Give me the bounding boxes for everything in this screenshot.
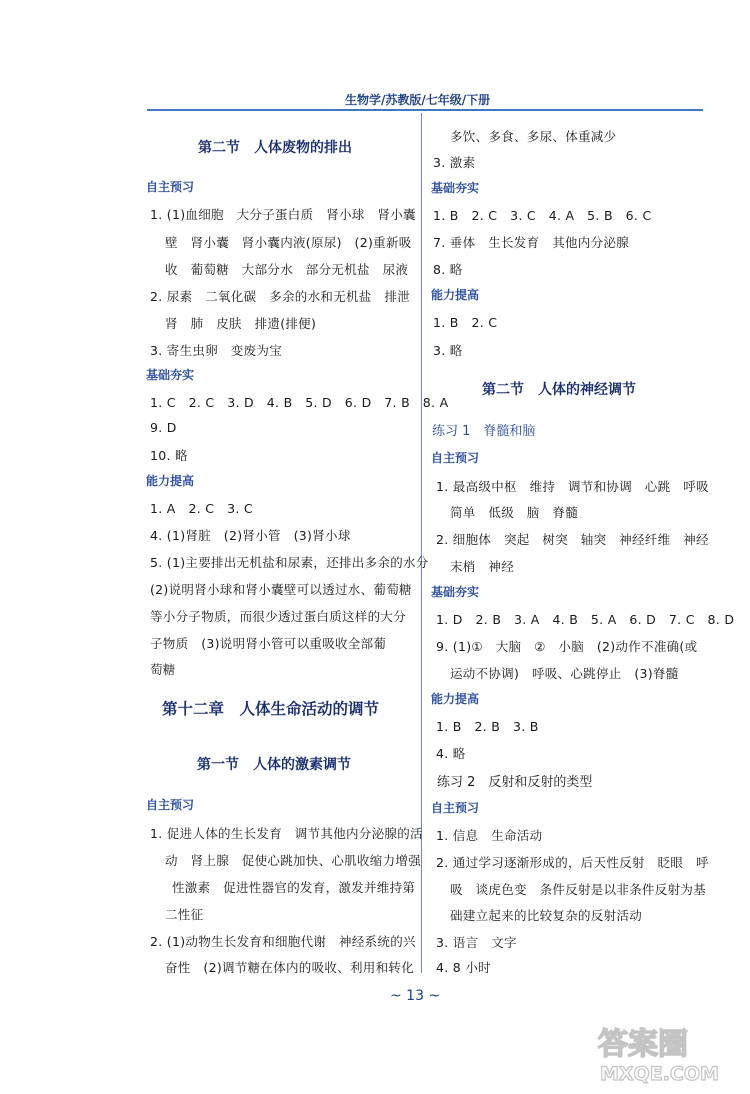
label-basic: 基础夯实 — [146, 368, 195, 382]
label-basic: 基础夯实 — [431, 181, 480, 195]
answer-line: 3. 寄生虫卵 变废为宝 — [150, 343, 282, 358]
answer-line: 9. (1)① 大脑 ② 小脑 (2)动作不准确(或 — [436, 639, 698, 654]
answer-line: 1. 最高级中枢 维持 调节和协调 心跳 呼吸 — [436, 479, 709, 494]
practice-title: 练习 2 反射和反射的类型 — [437, 775, 593, 790]
answer-line: 萄糖 — [150, 662, 176, 677]
page-header: 生物学/苏教版/七年级/下册 — [345, 93, 491, 107]
answer-line: 肾 肺 皮肤 排遗(排便) — [165, 316, 317, 331]
label-preview: 自主预习 — [431, 801, 480, 815]
label-ability: 能力提高 — [146, 474, 195, 488]
answer-line: (2)说明肾小球和肾小囊壁可以透过水、葡萄糖 — [150, 582, 412, 597]
answer-line: 壁 肾小囊 肾小囊内液(原尿) (2)重新吸 — [165, 235, 412, 250]
label-preview: 自主预习 — [146, 180, 195, 194]
answer-line: 4. 8 小时 — [436, 960, 491, 975]
header-rule — [147, 109, 703, 111]
answer-line: 性激素 促进性器官的发育，激发并维持第 — [172, 880, 416, 895]
answer-line: 末梢 神经 — [450, 559, 515, 574]
answer-line: 4. (1)肾脏 (2)肾小管 (3)肾小球 — [150, 528, 351, 543]
label-preview: 自主预习 — [431, 451, 480, 465]
answer-line: 1. B 2. C — [433, 315, 498, 330]
answer-line: 础建立起来的比较复杂的反射活动 — [450, 908, 643, 923]
answer-line: 子物质 (3)说明肾小管可以重吸收全部葡 — [150, 636, 387, 651]
answer-line: 运动不协调) 呼吸、心跳停止 (3)脊髓 — [450, 666, 679, 681]
answer-line: 1. C 2. C 3. D 4. B 5. D 6. D 7. B 8. A — [150, 395, 449, 410]
answer-line: 5. (1)主要排出无机盐和尿素，还排出多余的水分 — [150, 555, 429, 570]
answer-line: 1. A 2. C 3. C — [150, 501, 253, 516]
answer-line: 2. 通过学习逐渐形成的，后天性反射 眨眼 呼 — [436, 855, 709, 870]
answer-line: 1. B 2. B 3. B — [436, 719, 539, 734]
watermark-url: MXQE.COM — [600, 1063, 719, 1085]
answer-line: 1. 促进人体的生长发育 调节其他内分泌腺的活 — [150, 826, 423, 841]
label-ability: 能力提高 — [431, 692, 480, 706]
column-divider — [421, 113, 422, 973]
answer-line: 1. (1)血细胞 大分子蛋白质 肾小球 肾小囊 — [150, 207, 416, 222]
watermark-text: 答案圈 — [598, 1027, 688, 1062]
answer-line: 9. D — [150, 420, 177, 435]
watermark-logo — [594, 1022, 740, 1086]
section-title: 第一节 人体的激素调节 — [197, 757, 351, 773]
answer-line: 奋性 (2)调节糖在体内的吸收、利用和转化 — [165, 960, 415, 975]
label-preview: 自主预习 — [146, 798, 195, 812]
answer-line: 1. B 2. C 3. C 4. A 5. B 6. C — [433, 208, 652, 223]
section-title: 第二节 人体废物的排出 — [198, 140, 352, 156]
answer-line: 2. 尿素 二氧化碳 多余的水和无机盐 排泄 — [150, 289, 411, 304]
answer-line: 3. 激素 — [433, 155, 476, 170]
practice-title: 练习 1 脊髓和脑 — [432, 424, 536, 439]
answer-line: 3. 略 — [433, 343, 463, 358]
answer-line: 1. D 2. B 3. A 4. B 5. A 6. D 7. C 8. D — [436, 612, 735, 627]
answer-line: 简单 低级 脑 脊髓 — [450, 505, 579, 520]
chapter-title: 第十二章 人体生命活动的调节 — [162, 700, 380, 718]
answer-line: 2. 细胞体 突起 树突 轴突 神经纤维 神经 — [436, 532, 709, 547]
answer-line: 二性征 — [165, 907, 204, 922]
answer-line: 3. 语言 文字 — [436, 935, 517, 950]
answer-line: 吸 谈虎色变 条件反射是以非条件反射为基 — [450, 882, 707, 897]
label-ability: 能力提高 — [431, 288, 480, 302]
answer-line: 收 葡萄糖 大部分水 部分无机盐 尿液 — [165, 262, 409, 277]
answer-line: 8. 略 — [433, 262, 463, 277]
answer-line: 10. 略 — [150, 448, 188, 463]
answer-line: 1. 信息 生命活动 — [436, 828, 543, 843]
answer-line: 多饮、多食、多尿、体重减少 — [450, 129, 617, 144]
answer-line: 7. 垂体 生长发育 其他内分泌腺 — [433, 235, 630, 250]
label-basic: 基础夯实 — [431, 585, 480, 599]
page-number: ~ 13 ~ — [390, 988, 441, 1004]
section-title: 第二节 人体的神经调节 — [482, 382, 636, 398]
answer-line: 等小分子物质，而很少透过蛋白质这样的大分 — [150, 609, 407, 624]
answer-line: 动 肾上腺 促使心跳加快、心肌收缩力增强 — [165, 853, 422, 868]
answer-line: 4. 略 — [436, 746, 466, 761]
answer-line: 2. (1)动物生长发育和细胞代谢 神经系统的兴 — [150, 934, 416, 949]
